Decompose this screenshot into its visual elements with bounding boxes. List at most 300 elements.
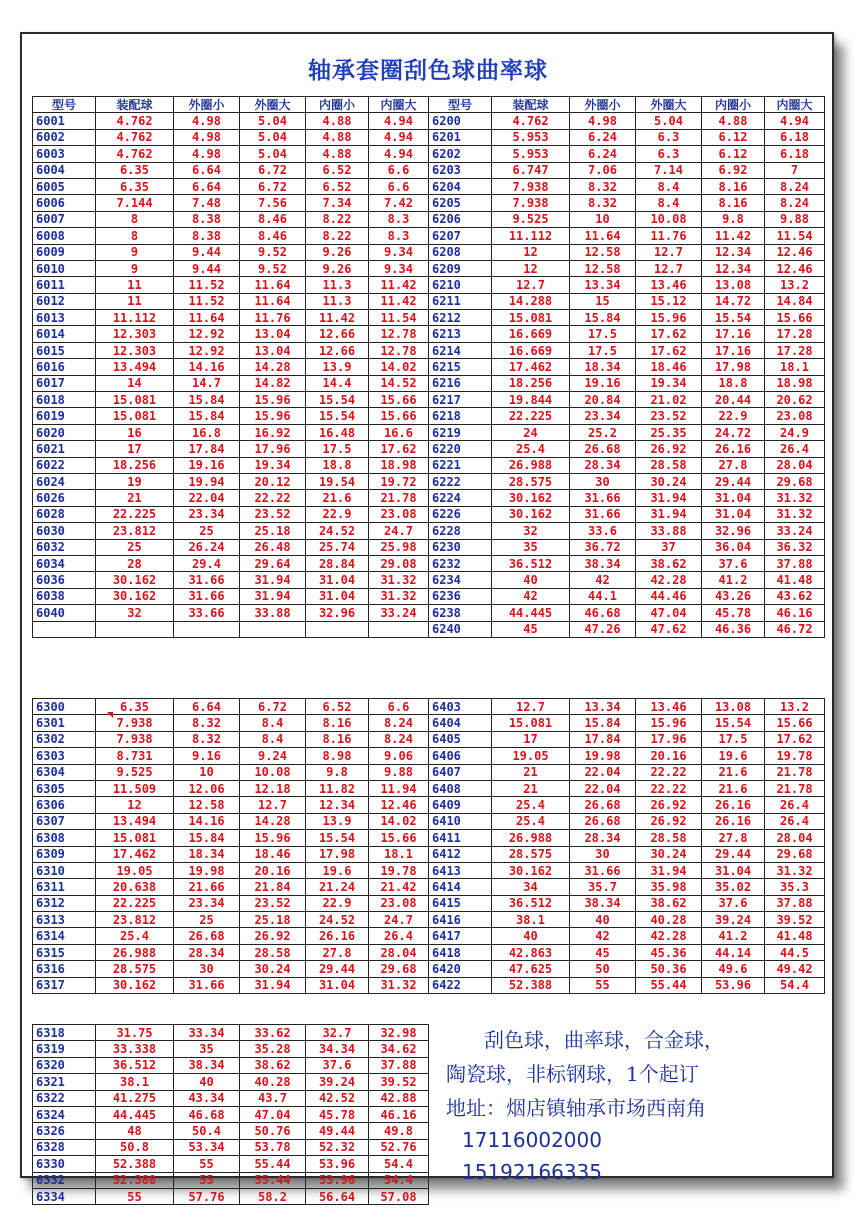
ball-cell: 18.256 [492,375,570,391]
model-cell: 6206 [429,211,492,227]
outer-large-cell: 23.52 [240,895,306,911]
model-cell: 6414 [429,879,492,895]
outer-small-cell: 38.34 [174,1057,240,1073]
ball-cell: 12 [96,797,174,813]
table-row [33,846,825,862]
outer-small-cell: 33.66 [174,605,240,621]
inner-large-cell: 20.62 [765,392,825,408]
inner-small-cell: 7.34 [306,195,369,211]
outer-small-cell: 19.16 [174,457,240,473]
table-row [33,555,825,571]
table-row [33,621,825,637]
ball-cell: 19.844 [492,392,570,408]
outer-small-cell: 17.84 [174,441,240,457]
top-table [32,96,825,638]
ball-cell: 9.525 [492,211,570,227]
ball-cell: 52.388 [96,1156,174,1172]
outer-small-cell: 22.04 [570,764,636,780]
mid-table [32,698,825,994]
model-cell: 6024 [33,473,96,489]
outer-large-cell: 6.3 [636,146,702,162]
ball-cell: 17.462 [492,359,570,375]
inner-small-cell: 39.24 [702,912,765,928]
ball-cell: 47.625 [492,961,570,977]
inner-small-cell: 29.44 [702,846,765,862]
inner-large-cell: 6.18 [765,146,825,162]
outer-small-cell: 10 [174,764,240,780]
outer-small-cell: 11.52 [174,277,240,293]
model-cell: 6010 [33,260,96,276]
outer-large-cell: 8.4 [240,715,306,731]
ball-cell: 15.081 [492,715,570,731]
outer-small-cell: 7.48 [174,195,240,211]
outer-small-cell: 38.34 [570,555,636,571]
outer-large-cell: 5.04 [240,129,306,145]
outer-small-cell: 31.66 [174,588,240,604]
table-row [33,912,825,928]
table-row [33,1123,429,1139]
outer-large-cell: 12.7 [240,797,306,813]
ball-cell: 13.494 [96,813,174,829]
inner-large-cell: 13.2 [765,699,825,715]
ball-cell: 21 [492,780,570,796]
outer-large-cell: 18.46 [636,359,702,375]
ball-cell: 30.162 [492,506,570,522]
inner-large-cell: 15.66 [369,408,429,424]
outer-large-cell: 21.84 [240,879,306,895]
model-cell: 6019 [33,408,96,424]
outer-small-cell: 19.94 [174,473,240,489]
inner-small-cell: 32.96 [702,523,765,539]
ball-cell: 36.512 [492,895,570,911]
outer-small-cell: 31.66 [570,862,636,878]
ball-cell: 36.512 [492,555,570,571]
ball-cell: 16.669 [492,342,570,358]
outer-small-cell: 23.34 [174,895,240,911]
table-row [33,572,825,588]
ball-cell: 36.512 [96,1057,174,1073]
inner-small-cell: 28.84 [306,555,369,571]
model-cell: 6202 [429,146,492,162]
model-cell: 6238 [429,605,492,621]
inner-large-cell: 44.5 [765,944,825,960]
inner-small-cell: 12.66 [306,342,369,358]
model-cell: 6026 [33,490,96,506]
outer-large-cell: 28.58 [240,944,306,960]
ball-cell: 38.1 [492,912,570,928]
ball-cell: 6.747 [492,162,570,178]
outer-small-cell: 50 [570,961,636,977]
inner-small-cell: 15.54 [702,715,765,731]
inner-large-cell: 25.98 [369,539,429,555]
outer-large-cell: 20.12 [240,473,306,489]
ball-cell: 25.4 [492,797,570,813]
outer-small-cell: 4.98 [174,129,240,145]
table-row [33,506,825,522]
outer-large-cell: 20.16 [240,862,306,878]
model-cell: 6330 [33,1156,96,1172]
ball-cell: 19.05 [96,862,174,878]
table-row [33,780,825,796]
table-row [33,195,825,211]
inner-small-cell: 27.8 [306,944,369,960]
table-row [33,228,825,244]
outer-large-cell: 47.04 [240,1106,306,1122]
inner-small-cell: 31.04 [306,588,369,604]
inner-small-cell: 15.54 [306,830,369,846]
outer-large-cell: 11.64 [240,277,306,293]
outer-small-cell: 9.16 [174,748,240,764]
model-cell: 6007 [33,211,96,227]
ball-cell: 17 [96,441,174,457]
outer-large-cell: 30.24 [636,473,702,489]
inner-small-cell: 12.34 [702,244,765,260]
inner-large-cell: 31.32 [765,862,825,878]
outer-large-cell: 47.62 [636,621,702,637]
outer-small-cell: 25 [174,912,240,928]
inner-small-cell: 6.12 [702,129,765,145]
table-row [33,748,825,764]
inner-large-cell: 24.7 [369,912,429,928]
inner-large-cell: 14.52 [369,375,429,391]
ball-cell: 48 [96,1123,174,1139]
ball-cell: 14 [96,375,174,391]
outer-large-cell: 18.46 [240,846,306,862]
inner-large-cell: 15.66 [369,830,429,846]
outer-small-cell: 22.04 [570,780,636,796]
outer-large-cell: 23.52 [636,408,702,424]
inner-large-cell: 54.4 [369,1156,429,1172]
ball-cell: 41.275 [96,1090,174,1106]
outer-small-cell: 6.24 [570,146,636,162]
outer-small-cell: 12.92 [174,342,240,358]
outer-large-cell: 40.28 [240,1074,306,1090]
inner-large-cell: 21.78 [765,780,825,796]
inner-large-cell: 32.98 [369,1025,429,1041]
ball-cell: 26.988 [492,830,570,846]
model-cell: 6216 [429,375,492,391]
model-cell: 6232 [429,555,492,571]
outer-large-cell: 26.92 [240,928,306,944]
inner-large-cell: 23.08 [369,506,429,522]
table-row [33,359,825,375]
outer-small-cell: 55 [174,1156,240,1172]
outer-large-cell: 15.12 [636,293,702,309]
model-cell: 6415 [429,895,492,911]
ball-cell: 28.575 [96,961,174,977]
notes-phone-1: 17116002000 [462,1128,602,1152]
outer-large-cell: 26.48 [240,539,306,555]
column-header: 外圈大 [636,97,702,113]
inner-small-cell: 8.22 [306,211,369,227]
outer-large-cell: 12.18 [240,780,306,796]
outer-large-cell: 37 [636,539,702,555]
outer-large-cell: 31.94 [240,572,306,588]
outer-small-cell: 11.64 [174,310,240,326]
model-cell: 6212 [429,310,492,326]
inner-small-cell: 17.16 [702,342,765,358]
inner-small-cell: 19.6 [702,748,765,764]
model-cell: 6240 [429,621,492,637]
outer-small-cell: 17.5 [570,342,636,358]
outer-large-cell: 7.56 [240,195,306,211]
inner-small-cell: 13.08 [702,277,765,293]
inner-large-cell: 17.28 [765,342,825,358]
ball-cell: 11 [96,277,174,293]
outer-small-cell: 20.84 [570,392,636,408]
outer-large-cell: 50.36 [636,961,702,977]
outer-small-cell: 53.34 [174,1139,240,1155]
ball-cell: 9.525 [96,764,174,780]
outer-large-cell: 12.7 [636,260,702,276]
model-cell: 6315 [33,944,96,960]
table-row [33,1074,429,1090]
outer-small-cell: 31.66 [570,506,636,522]
model-cell: 6322 [33,1090,96,1106]
outer-small-cell: 55 [570,977,636,993]
corner-mark [107,712,113,718]
model-cell: 6222 [429,473,492,489]
outer-large-cell: 50.76 [240,1123,306,1139]
outer-small-cell: 14.7 [174,375,240,391]
outer-large-cell: 40.28 [636,912,702,928]
inner-small-cell: 18.8 [702,375,765,391]
notes-line-1: 刮色球，曲率球，合金球， [484,1028,724,1052]
outer-small-cell: 12.92 [174,326,240,342]
outer-large-cell: 9.52 [240,244,306,260]
inner-large-cell: 17.28 [765,326,825,342]
outer-large-cell: 14.28 [240,813,306,829]
sheet-title: 轴承套圈刮色球曲率球 [308,57,548,84]
model-cell: 6209 [429,260,492,276]
outer-small-cell: 33.6 [570,523,636,539]
inner-small-cell: 11.82 [306,780,369,796]
inner-small-cell: 41.2 [702,572,765,588]
table-row [33,961,825,977]
model-cell: 6230 [429,539,492,555]
ball-cell: 5.953 [492,129,570,145]
inner-small-cell: 52.32 [306,1139,369,1155]
outer-small-cell: 26.68 [570,797,636,813]
inner-large-cell: 57.08 [369,1188,429,1204]
inner-small-cell: 19.6 [306,862,369,878]
inner-small-cell: 26.16 [702,813,765,829]
inner-large-cell: 19.78 [369,862,429,878]
ball-cell: 12.7 [492,277,570,293]
inner-large-cell: 26.4 [765,797,825,813]
inner-small-cell: 12.66 [306,326,369,342]
table-row [33,588,825,604]
table-row [33,523,825,539]
table-row [33,764,825,780]
outer-large-cell: 8.46 [240,228,306,244]
outer-large-cell: 31.94 [636,506,702,522]
model-cell: 6411 [429,830,492,846]
inner-large-cell: 49.42 [765,961,825,977]
outer-large-cell: 6.72 [240,162,306,178]
inner-large-cell: 8.24 [369,715,429,731]
ball-cell: 30.162 [492,862,570,878]
inner-large-cell: 11.54 [369,310,429,326]
model-cell: 6008 [33,228,96,244]
ball-cell: 21 [492,764,570,780]
model-cell: 6321 [33,1074,96,1090]
inner-small-cell: 4.88 [306,146,369,162]
inner-large-cell: 14.02 [369,813,429,829]
ball-cell: 9 [96,260,174,276]
inner-large-cell: 28.04 [369,944,429,960]
model-cell: 6017 [33,375,96,391]
column-header: 外圈小 [570,97,636,113]
outer-small-cell: 8.32 [174,731,240,747]
outer-large-cell: 35.98 [636,879,702,895]
ball-cell: 8 [96,228,174,244]
outer-large-cell: 58.2 [240,1188,306,1204]
outer-large-cell: 30.24 [636,846,702,862]
ball-cell: 15.081 [96,830,174,846]
inner-small-cell: 9.8 [702,211,765,227]
inner-large-cell: 15.66 [369,392,429,408]
column-header: 型号 [429,97,492,113]
outer-large-cell: 25.18 [240,912,306,928]
outer-large-cell: 11.64 [240,293,306,309]
outer-large-cell: 22.22 [636,764,702,780]
ball-cell: 38.1 [96,1074,174,1090]
outer-small-cell: 31.66 [174,572,240,588]
model-cell: 6009 [33,244,96,260]
inner-large-cell: 28.04 [765,830,825,846]
inner-small-cell: 20.44 [702,392,765,408]
model-cell: 6305 [33,780,96,796]
inner-large-cell: 33.24 [369,605,429,621]
header-row [33,97,825,113]
ball-cell: 19.05 [492,748,570,764]
outer-large-cell: 13.04 [240,342,306,358]
table-row [33,1106,429,1122]
ball-cell: 30.162 [96,588,174,604]
outer-large-cell: 8.4 [636,178,702,194]
outer-large-cell: 9.24 [240,748,306,764]
model-cell: 6201 [429,129,492,145]
outer-small-cell: 47.26 [570,621,636,637]
inner-large-cell: 11.42 [369,277,429,293]
model-cell: 6302 [33,731,96,747]
outer-small-cell: 8.32 [570,178,636,194]
model-cell: 6013 [33,310,96,326]
inner-small-cell: 6.52 [306,699,369,715]
inner-small-cell: 31.04 [306,572,369,588]
inner-small-cell: 4.88 [702,113,765,129]
model-cell: 6211 [429,293,492,309]
inner-large-cell: 9.88 [765,211,825,227]
ball-cell: 5.953 [492,146,570,162]
ball-cell: 7.938 [96,715,174,731]
inner-large-cell: 12.78 [369,326,429,342]
inner-large-cell: 6.6 [369,178,429,194]
model-cell: 6301 [33,715,96,731]
inner-small-cell: 17.98 [702,359,765,375]
inner-small-cell: 19.54 [306,473,369,489]
column-header: 外圈小 [174,97,240,113]
inner-large-cell: 19.72 [369,473,429,489]
inner-small-cell [306,621,369,637]
outer-large-cell: 26.92 [636,797,702,813]
outer-small-cell: 4.98 [174,146,240,162]
table-row [33,605,825,621]
inner-small-cell: 8.16 [702,195,765,211]
ball-cell [96,621,174,637]
inner-large-cell: 49.8 [369,1123,429,1139]
outer-small-cell: 4.98 [570,113,636,129]
inner-large-cell: 15.66 [765,310,825,326]
table-row [33,375,825,391]
inner-small-cell: 13.08 [702,699,765,715]
inner-large-cell: 35.3 [765,879,825,895]
ball-cell: 30.162 [96,572,174,588]
outer-small-cell: 17.84 [570,731,636,747]
model-cell: 6200 [429,113,492,129]
model-cell: 6220 [429,441,492,457]
inner-large-cell: 15.66 [765,715,825,731]
outer-large-cell: 19.34 [240,457,306,473]
inner-large-cell: 23.08 [765,408,825,424]
inner-small-cell: 15.54 [306,392,369,408]
model-cell: 6207 [429,228,492,244]
model-cell: 6213 [429,326,492,342]
outer-large-cell: 8.4 [240,731,306,747]
model-cell: 6018 [33,392,96,408]
model-cell: 6004 [33,162,96,178]
outer-large-cell: 13.04 [240,326,306,342]
ball-cell: 30.162 [96,977,174,993]
inner-large-cell: 14.02 [369,359,429,375]
inner-small-cell: 15.54 [306,408,369,424]
outer-large-cell: 5.04 [240,146,306,162]
outer-large-cell: 31.94 [240,977,306,993]
model-cell: 6210 [429,277,492,293]
outer-small-cell: 6.64 [174,178,240,194]
inner-large-cell: 11.42 [369,293,429,309]
inner-small-cell: 11.3 [306,293,369,309]
inner-large-cell: 54.4 [765,977,825,993]
outer-small-cell: 40 [174,1074,240,1090]
inner-small-cell: 49.44 [306,1123,369,1139]
inner-large-cell: 31.32 [765,490,825,506]
outer-large-cell: 31.94 [636,862,702,878]
outer-small-cell: 30 [174,961,240,977]
ball-cell: 11.112 [492,228,570,244]
model-cell: 6303 [33,748,96,764]
model-cell: 6219 [429,424,492,440]
outer-large-cell: 17.96 [636,731,702,747]
outer-small-cell: 28.34 [570,457,636,473]
outer-large-cell: 33.88 [240,605,306,621]
inner-large-cell: 12.46 [765,244,825,260]
inner-small-cell: 25.74 [306,539,369,555]
model-cell: 6034 [33,555,96,571]
outer-large-cell: 53.78 [240,1139,306,1155]
table-row [33,129,825,145]
inner-large-cell: 9.34 [369,260,429,276]
outer-large-cell: 15.96 [240,408,306,424]
inner-small-cell: 32.96 [306,605,369,621]
table-row [33,1139,429,1155]
inner-large-cell: 13.2 [765,277,825,293]
table-row [33,731,825,747]
table-row [33,146,825,162]
ball-cell: 40 [492,928,570,944]
ball-cell: 16 [96,424,174,440]
